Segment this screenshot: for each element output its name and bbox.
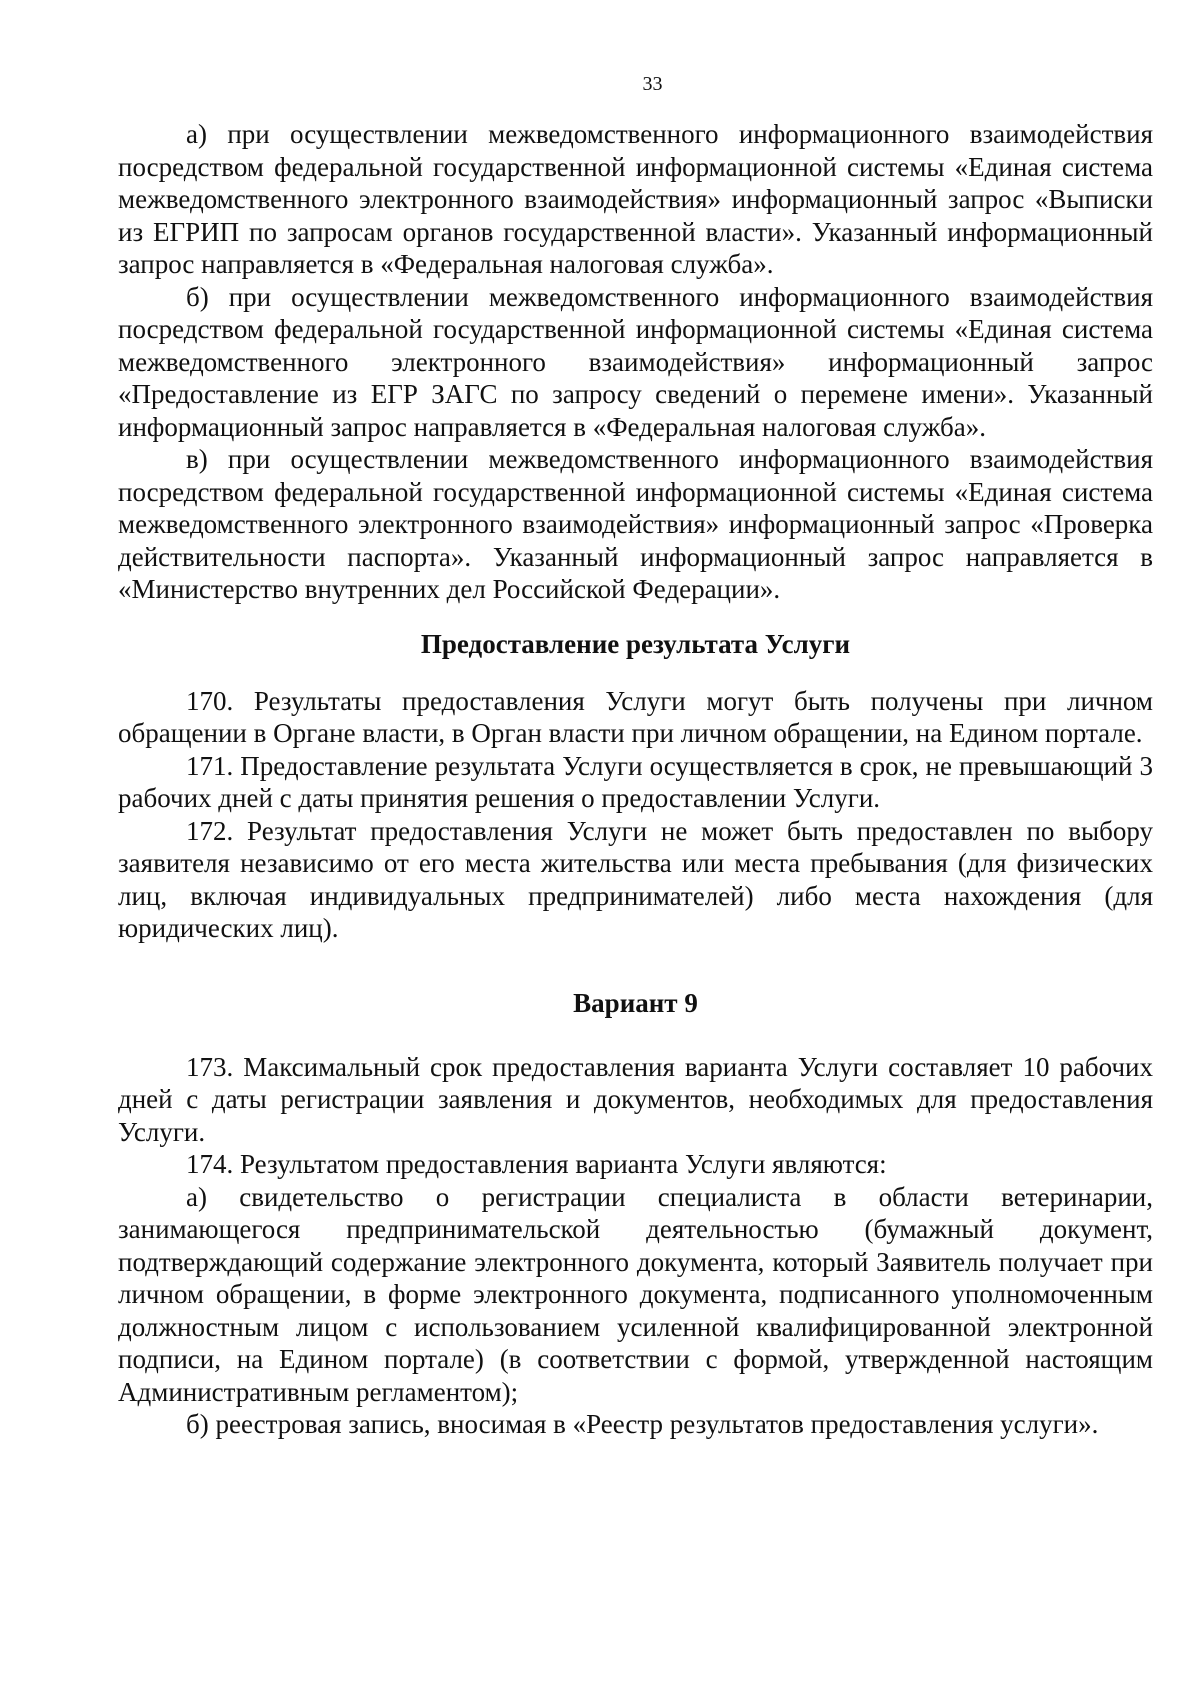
paragraph-170: 170. Результаты предоставления Услуги могут быть получены при личном обращении в Органе власти, в Орган власти при личном обращении, на Едином портале.	[118, 685, 1153, 748]
paragraph-173: 173. Максимальный срок предоставления варианта Услуги составляет 10 рабочих дней с даты регистрации заявления и документов, необходимых для предоставления Услуги.	[118, 1051, 1153, 1147]
paragraph-b: б) при осуществлении межведомственного информационного взаимодействия посредством федеральной государственной информационной системы «Единая система межведомственного электронного взаимодействия» информационный запрос «Предоставление из ЕГР ЗАГС по запросу сведений о перемене имени». Указанный информационный запрос направляется в «Федеральная налоговая служба».	[118, 281, 1153, 442]
paragraph-a: а) при осуществлении межведомственного информационного взаимодействия посредством федеральной государственной информационной системы «Единая система межведомственного электронного взаимодействия» информационный запрос «Выписки из ЕГРИП по запросам органов государственной власти». Указанный информационный запрос направляется в «Федеральная налоговая служба».	[118, 119, 1153, 279]
paragraph-171: 171. Предоставление результата Услуги осуществляется в срок, не превышающий 3 рабочих дней с даты принятия решения о предоставлении Услуги.	[118, 750, 1153, 813]
paragraph-v: в) при осуществлении межведомственного информационного взаимодействия посредством федеральной государственной информационной системы «Единая система межведомственного электронного взаимодействия» информационный запрос «Проверка действительности паспорта». Указанный информационный запрос направляется в «Министерство внутренних дел Российской Федерации».	[118, 444, 1153, 604]
paragraph-174: 174. Результатом предоставления варианта Услуги являются:	[186, 1149, 887, 1179]
section-heading-variant: Вариант 9	[573, 987, 698, 1018]
paragraph-172: 172. Результат предоставления Услуги не может быть предоставлен по выбору заявителя независимо от его места жительства или места пребывания (для физических лиц, включая индивидуальных предпринимателей) либо места нахождения (для юридических лиц).	[118, 815, 1153, 943]
section-heading-result: Предоставление результата Услуги	[420, 628, 851, 659]
paragraph-174-b: б) реестровая запись, вносимая в «Реестр результатов предоставления услуги».	[186, 1409, 1099, 1439]
page-number: 33	[642, 73, 663, 95]
document-page	[118, 72, 1153, 1441]
paragraph-174-a: а) свидетельство о регистрации специалиста в области ветеринарии, занимающегося предпринимательской деятельностью (бумажный документ, подтверждающий содержание электронного документа, который Заявитель получает при личном обращении, в форме электронного документа, подписанного уполномоченным должностным лицом с использованием усиленной квалифицированной электронной подписи, на Едином портале) (в соответствии с формой, утвержденной настоящим Административным регламентом);	[118, 1181, 1153, 1407]
